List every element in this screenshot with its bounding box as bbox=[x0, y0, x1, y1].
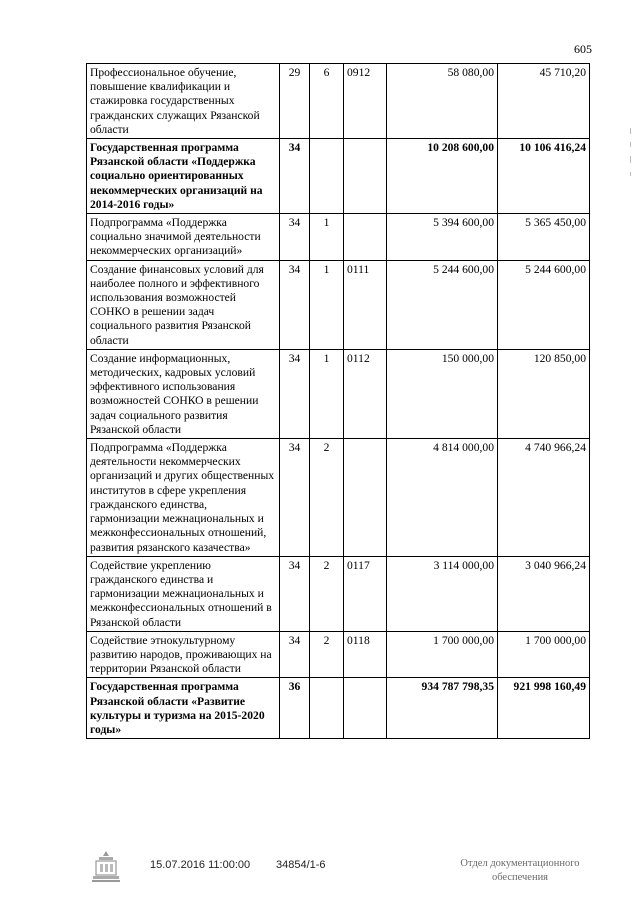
row-code-b: 1 bbox=[310, 349, 344, 438]
row-name: Подпрограмма «Поддержка социально значимой деятельности некоммерческих организаций» bbox=[87, 214, 280, 261]
row-name: Создание финансовых условий для наиболее полного и эффективного использования возможностей СОНКО в решении задач социального развития Рязанской области bbox=[87, 260, 280, 349]
row-name: Создание информационных, методических, кадровых условий эффективного использования возможностей СОНКО в решении задач социального развития Рязанской области bbox=[87, 349, 280, 438]
row-code-c: 0117 bbox=[344, 556, 387, 631]
row-amount-planned: 5 394 600,00 bbox=[387, 214, 498, 261]
row-code-b: 1 bbox=[310, 260, 344, 349]
row-code-a: 34 bbox=[280, 260, 310, 349]
row-code-a: 34 bbox=[280, 439, 310, 557]
row-name: Государственная программа Рязанской области «Поддержка социально ориентированных некоммерческих организаций на 2014-2016 годы» bbox=[87, 139, 280, 214]
row-code-b bbox=[310, 139, 344, 214]
table-row bbox=[87, 439, 590, 557]
row-code-b: 6 bbox=[310, 64, 344, 139]
budget-table bbox=[86, 63, 590, 739]
table-row bbox=[87, 631, 590, 678]
table-row bbox=[87, 139, 590, 214]
table-row bbox=[87, 349, 590, 438]
footer-doc-number: 34854/1-6 bbox=[276, 859, 326, 871]
row-amount-planned: 3 114 000,00 bbox=[387, 556, 498, 631]
row-code-a: 29 bbox=[280, 64, 310, 139]
row-amount-actual: 5 244 600,00 bbox=[498, 260, 590, 349]
row-code-a: 36 bbox=[280, 678, 310, 739]
table-row bbox=[87, 214, 590, 261]
row-amount-actual: 3 040 966,24 bbox=[498, 556, 590, 631]
row-amount-actual: 120 850,00 bbox=[498, 349, 590, 438]
footer-department: Отдел документационного обеспечения bbox=[460, 858, 580, 883]
row-amount-planned: 10 208 600,00 bbox=[387, 139, 498, 214]
row-amount-planned: 934 787 798,35 bbox=[387, 678, 498, 739]
row-amount-planned: 150 000,00 bbox=[387, 349, 498, 438]
row-code-a: 34 bbox=[280, 139, 310, 214]
row-name: Государственная программа Рязанской области «Развитие культуры и туризма на 2015-2020 годы» bbox=[87, 678, 280, 739]
row-code-a: 34 bbox=[280, 349, 310, 438]
footer-date: 15.07.2016 11:00:00 bbox=[150, 859, 251, 871]
table-row bbox=[87, 556, 590, 631]
row-name: Содействие укреплению гражданского единства и гармонизации межнациональных и межконфессиональных отношений в Рязанской области bbox=[87, 556, 280, 631]
row-code-c: 0912 bbox=[344, 64, 387, 139]
seal-emblem-icon bbox=[90, 849, 122, 883]
row-code-a: 34 bbox=[280, 631, 310, 678]
row-name: Профессиональное обучение, повышение квалификации и стажировка государственных гражданских служащих Рязанской области bbox=[87, 64, 280, 139]
row-amount-actual: 45 710,20 bbox=[498, 64, 590, 139]
row-code-a: 34 bbox=[280, 556, 310, 631]
margin-marks bbox=[629, 128, 632, 188]
row-code-c bbox=[344, 439, 387, 557]
row-code-c: 0112 bbox=[344, 349, 387, 438]
table-row bbox=[87, 64, 590, 139]
row-code-c bbox=[344, 139, 387, 214]
row-code-c: 0111 bbox=[344, 260, 387, 349]
row-code-c: 0118 bbox=[344, 631, 387, 678]
row-code-b: 1 bbox=[310, 214, 344, 261]
page-number: 605 bbox=[574, 42, 592, 56]
row-amount-actual: 10 106 416,24 bbox=[498, 139, 590, 214]
row-amount-actual: 4 740 966,24 bbox=[498, 439, 590, 557]
table-row bbox=[87, 260, 590, 349]
row-code-c bbox=[344, 214, 387, 261]
row-code-b: 2 bbox=[310, 439, 344, 557]
row-code-a: 34 bbox=[280, 214, 310, 261]
row-code-b: 2 bbox=[310, 631, 344, 678]
row-amount-actual: 1 700 000,00 bbox=[498, 631, 590, 678]
row-code-b bbox=[310, 678, 344, 739]
row-code-b: 2 bbox=[310, 556, 344, 631]
row-amount-planned: 58 080,00 bbox=[387, 64, 498, 139]
row-name: Подпрограмма «Поддержка деятельности некоммерческих организаций и других общественных институтов в сфере укрепления гражданского единства, гармонизации межнациональных и межконфессиональных отношений, развития рязанского казачества» bbox=[87, 439, 280, 557]
row-amount-planned: 5 244 600,00 bbox=[387, 260, 498, 349]
row-name: Содействие этнокультурному развитию народов, проживающих на территории Рязанской области bbox=[87, 631, 280, 678]
row-amount-actual: 5 365 450,00 bbox=[498, 214, 590, 261]
row-amount-planned: 4 814 000,00 bbox=[387, 439, 498, 557]
row-code-c bbox=[344, 678, 387, 739]
row-amount-actual: 921 998 160,49 bbox=[498, 678, 590, 739]
row-amount-planned: 1 700 000,00 bbox=[387, 631, 498, 678]
table-row bbox=[87, 678, 590, 739]
